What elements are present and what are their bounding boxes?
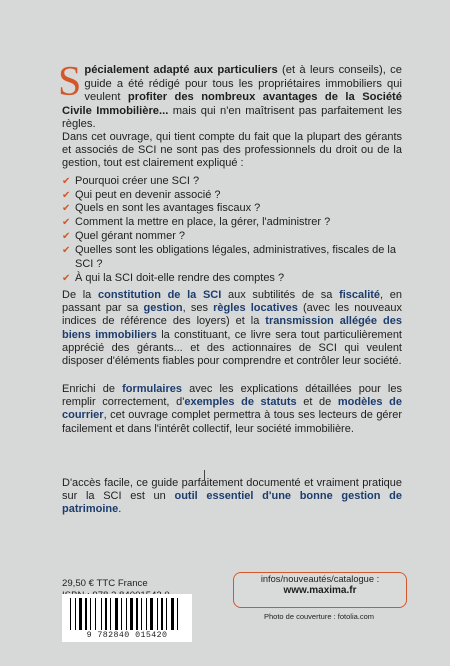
barcode-bar — [146, 598, 147, 630]
info-label: infos/nouveautés/catalogue : — [260, 574, 380, 584]
barcode-bar — [159, 598, 160, 630]
barcode-bar — [83, 598, 84, 630]
check-icon: ✔ — [62, 203, 71, 215]
barcode-bar — [115, 598, 118, 630]
website-link[interactable]: www.maxima.fr — [283, 585, 357, 596]
summary-paragraph: D'accès facile, ce guide parfaitement documenté et vraiment pratique sur la SCI est un outil essentiel d'une bonne gestion de patrimoine. — [62, 477, 402, 516]
barcode-bar — [136, 598, 138, 630]
barcode-bar — [171, 598, 174, 630]
check-icon: ✔ — [62, 175, 71, 187]
barcode-bar — [139, 598, 140, 630]
barcode-bar — [85, 598, 87, 630]
barcode-bar — [72, 598, 74, 630]
barcode-bar — [88, 598, 89, 630]
drop-cap: S — [58, 59, 82, 105]
barcode-number: 9 782840 015420 — [86, 631, 168, 640]
photo-credit: Photo de couverture : fotolia.com — [263, 612, 375, 621]
barcode-bar — [110, 598, 111, 630]
check-icon: ✔ — [62, 231, 71, 243]
barcode-bar — [105, 598, 107, 630]
check-icon: ✔ — [62, 245, 71, 257]
barcode-bar — [75, 598, 76, 630]
barcode-bar — [179, 598, 181, 630]
barcode-bar — [70, 598, 71, 630]
list-item: ✔ Quelles sont les obligations légales, administratives, fiscales de la SCI ? — [62, 244, 396, 271]
barcode-bar — [108, 598, 109, 630]
question-list — [62, 175, 402, 286]
barcode-bar — [103, 598, 104, 630]
barcode-bar — [128, 598, 129, 630]
price: 29,50 € TTC France — [62, 578, 148, 589]
list-item: ✔ Comment la mettre en place, la gérer, l'administrer ? — [62, 216, 331, 229]
barcode-bar — [101, 598, 102, 630]
barcode-bar — [177, 598, 178, 630]
barcode-bar — [77, 598, 78, 630]
barcode-bars — [70, 598, 184, 630]
overview-text: Dans cet ouvrage, qui tient compte du fait que la plupart des gérants et associés de SCI ne sont pas des professionnels du droit ou de la gestion, tout est clairement expliqué : — [62, 131, 402, 170]
barcode-bar — [168, 598, 170, 630]
forms-paragraph: Enrichi de formulaires avec les explications détaillées pour les remplir correctement, d'exemples de statuts et de modèles de courrier, cet ouvrage complet permettra à tous ses lecteurs de gérer facilement et dans l'intérêt collectif, leur société immobilière. — [62, 383, 402, 435]
barcode-bar — [134, 598, 135, 630]
barcode-bar — [97, 598, 100, 630]
list-item: ✔ Qui peut en devenir associé ? — [62, 188, 221, 201]
barcode-bar — [154, 598, 156, 630]
barcode-bar — [141, 598, 142, 630]
barcode-bar — [164, 598, 165, 630]
intro-paragraph: Spécialement adapté aux particuliers (et à leurs conseils), ce guide a été rédigé pour tous les propriétaires immobiliers qui veulent profiter des nombreux avantages de la Société Civile Immobilière... mais qui n'en maîtrisent pas parfaitement les règles. — [58, 59, 403, 131]
barcode-bar — [175, 598, 176, 630]
list-item: ✔ Quels en sont les avantages fiscaux ? — [62, 202, 261, 215]
barcode-bar — [112, 598, 114, 630]
list-item: ✔ Pourquoi créer une SCI ? — [62, 174, 200, 187]
list-item: ✔ À qui la SCI doit-elle rendre des comptes ? — [62, 271, 285, 284]
list-item: ✔ Quel gérant nommer ? — [62, 230, 186, 243]
barcode-bar — [79, 598, 82, 630]
barcode-bar — [95, 598, 96, 630]
constitution-paragraph: De la constitution de la SCI aux subtilités de sa fiscalité, en passant par sa gestion, ses règles locatives (avec les nouveaux indices de référence des loyers) et la transmission allégée des biens immobiliers la constituant, ce livre sera tout particulièrement apprécié des gérants... et des actionnaires de SCI qui veulent disposer d'éléments fiables pour comprendre et contrôler leur société. — [62, 289, 402, 368]
barcode-bar — [126, 598, 127, 630]
info-box — [233, 572, 407, 608]
barcode-bar — [161, 598, 163, 630]
check-icon: ✔ — [62, 272, 71, 284]
barcode-bar — [119, 598, 120, 630]
barcode-bar — [157, 598, 158, 630]
barcode-bar — [150, 598, 153, 630]
barcode-bar — [92, 598, 94, 630]
barcode-bar — [90, 598, 91, 630]
barcode-bar — [130, 598, 133, 630]
barcode-bar — [123, 598, 125, 630]
barcode-bar — [166, 598, 167, 630]
barcode-bar — [143, 598, 145, 630]
barcode-bar — [148, 598, 149, 630]
barcode — [62, 594, 192, 642]
check-icon: ✔ — [62, 217, 71, 229]
overview-section — [62, 131, 402, 286]
check-icon: ✔ — [62, 189, 71, 201]
barcode-bar — [121, 598, 122, 630]
